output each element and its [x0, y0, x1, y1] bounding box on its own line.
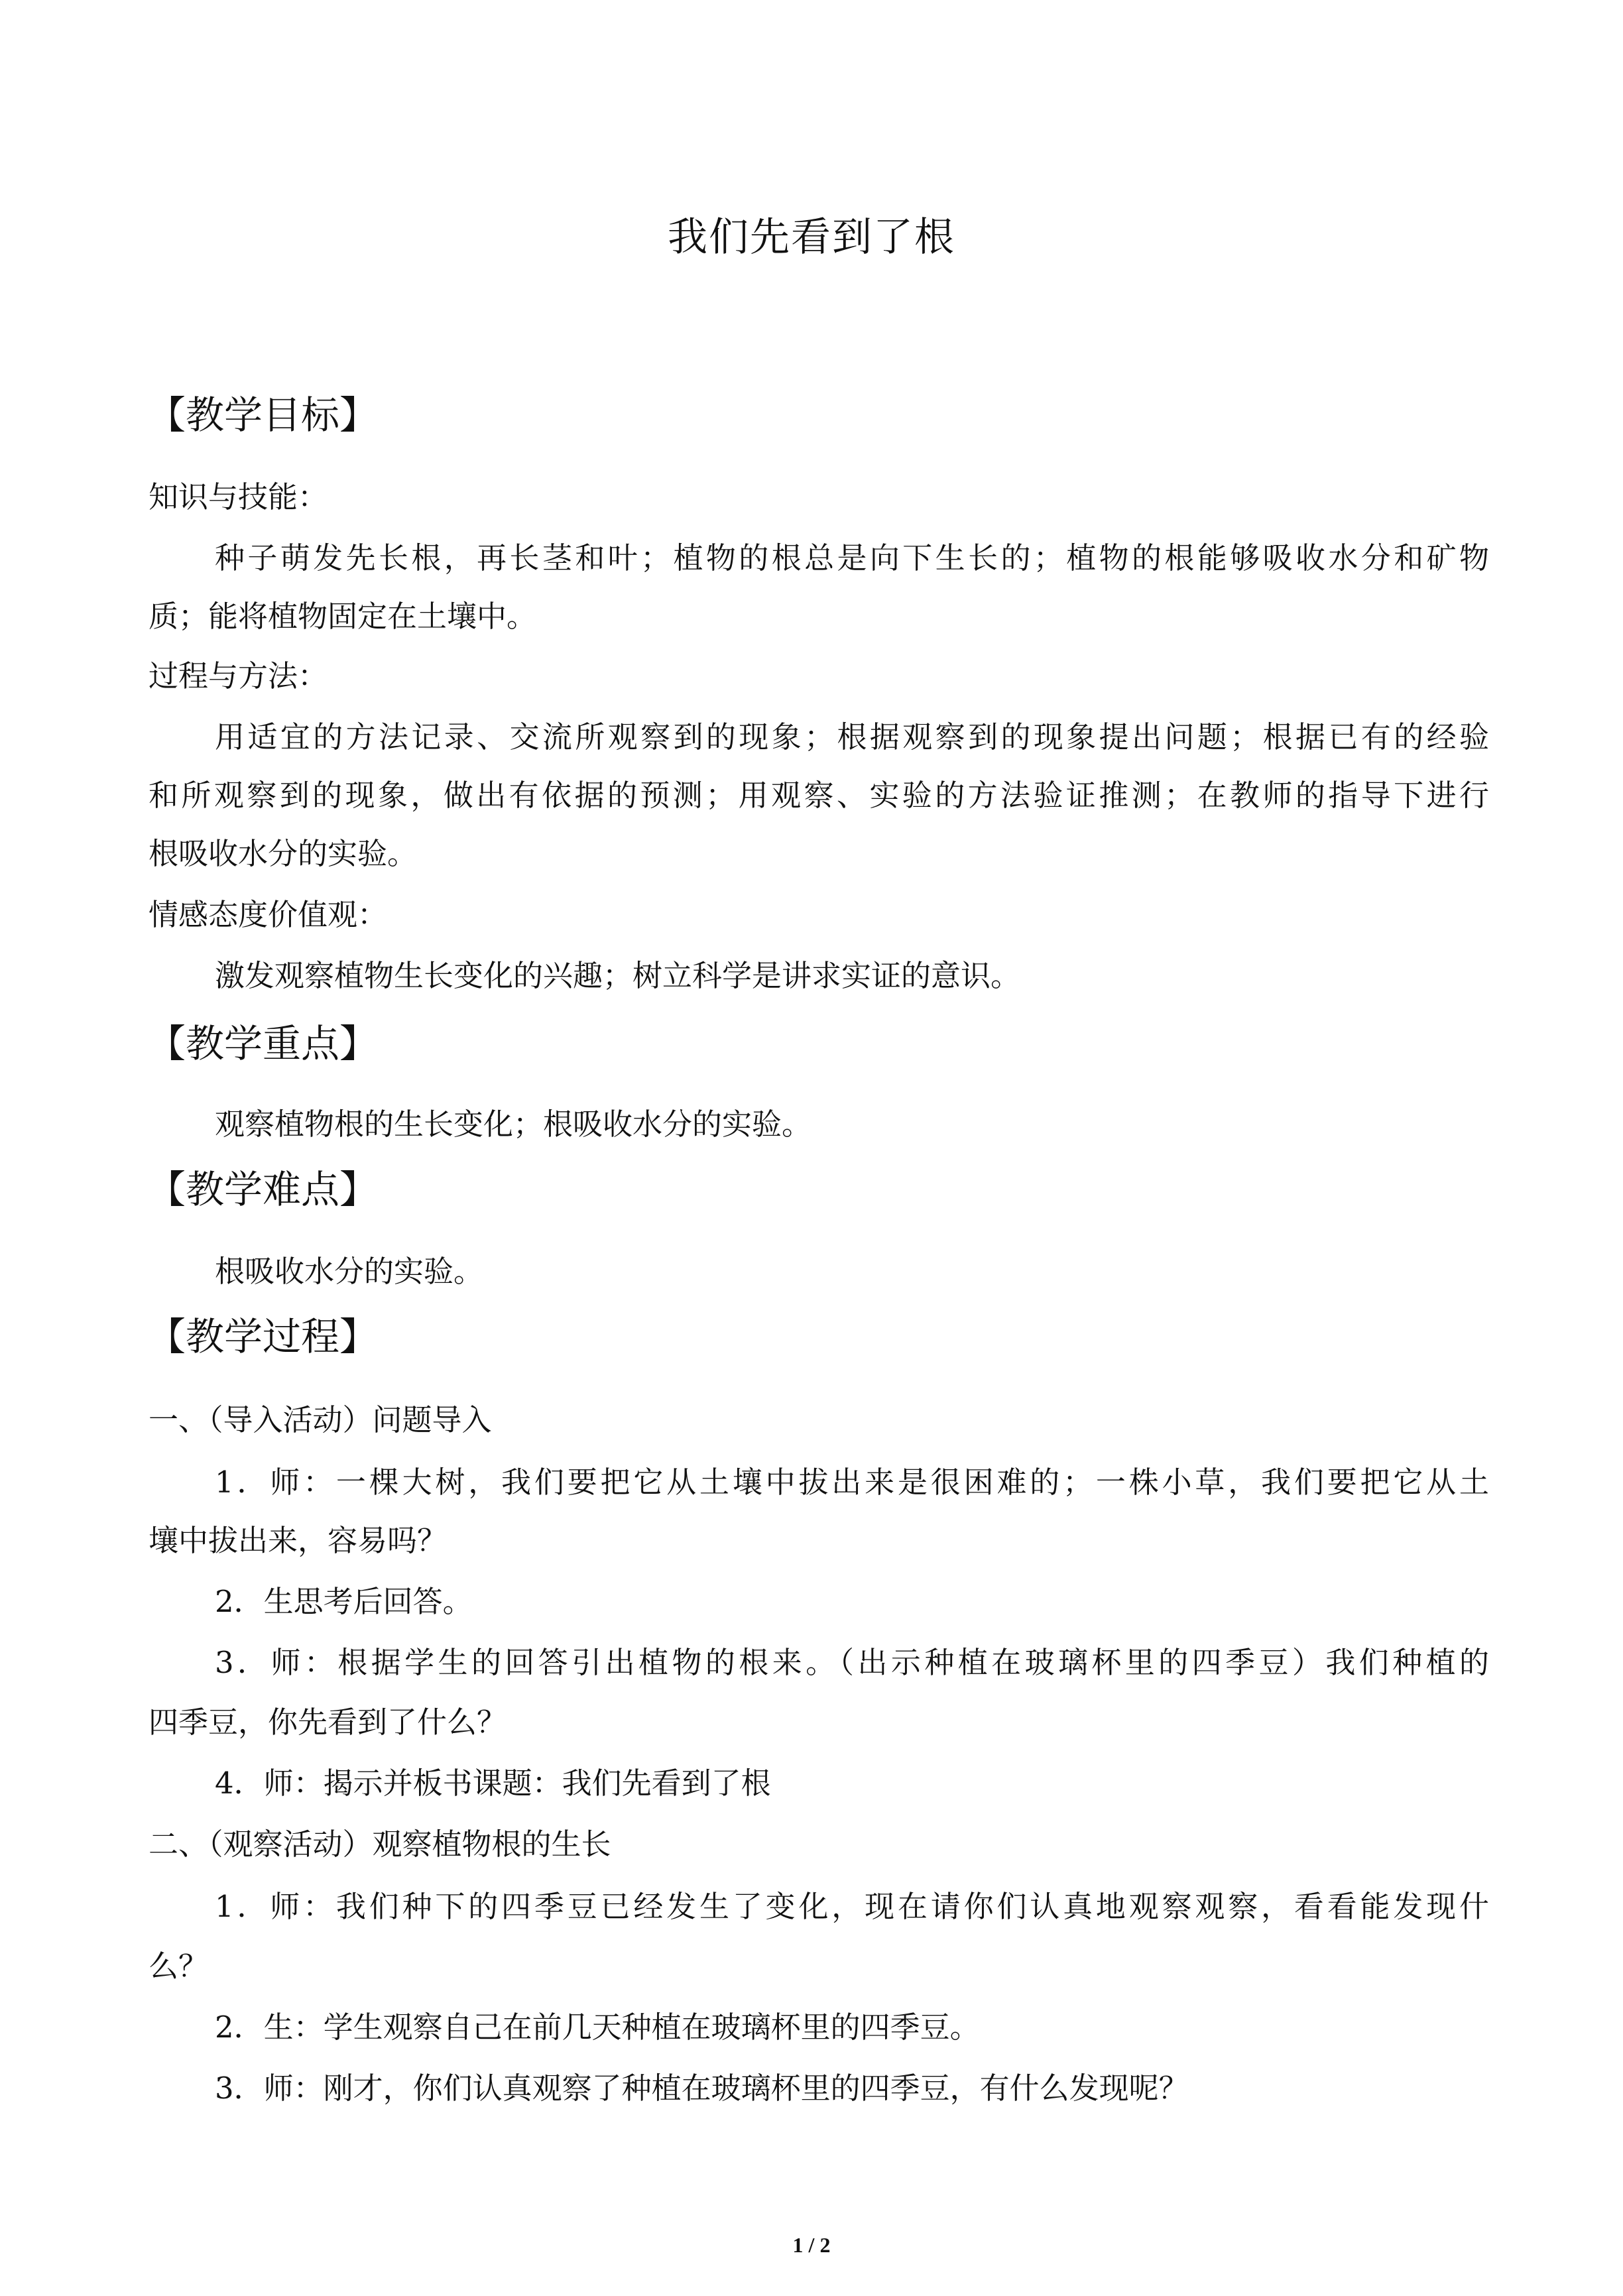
part2-line-4: 3．师：刚才，你们认真观察了种植在玻璃杯里的四季豆，有什么发现呢？ [215, 2071, 1189, 2106]
process-part2-title: 二、（观察活动）观察植物根的生长 [149, 1827, 611, 1862]
part2-line-2: 么？ [149, 1949, 209, 1984]
process-part1-title: 一、（导入活动）问题导入 [149, 1402, 492, 1437]
part1-line-6: 4．师：揭示并板书课题：我们先看到了根 [215, 1766, 771, 1801]
attitude-line-1: 激发观察植物生长变化的兴趣；树立科学是讲求实证的意识。 [215, 958, 1021, 993]
part2-line-1: 1．师：我们种下的四季豆已经发生了变化，现在请你们认真地观察观察，看看能发现什 [215, 1889, 1489, 1924]
knowledge-label: 知识与技能： [149, 479, 328, 514]
part1-line-1: 1．师：一棵大树，我们要把它从土壤中拔出来是很困难的；一株小草，我们要把它从土 [215, 1465, 1489, 1500]
process-line-3: 根吸收水分的实验。 [149, 836, 418, 871]
part1-line-5: 四季豆，你先看到了什么？ [149, 1705, 507, 1740]
page-number: 1 / 2 [792, 2233, 831, 2257]
knowledge-line-1: 种子萌发先长根，再长茎和叶；植物的根总是向下生长的；植物的根能够吸收水分和矿物 [215, 540, 1489, 575]
process-line-2: 和所观察到的现象，做出有依据的预测；用观察、实验的方法验证推测；在教师的指导下进行 [149, 778, 1489, 813]
difficulties-text: 根吸收水分的实验。 [215, 1254, 484, 1289]
section-heading-difficulties: 【教学难点】 [147, 1167, 379, 1212]
part1-line-3: 2．生思考后回答。 [215, 1584, 473, 1619]
part1-line-2: 壤中拔出来，容易吗？ [149, 1523, 448, 1558]
section-heading-process: 【教学过程】 [147, 1314, 379, 1359]
attitude-label: 情感态度价值观： [149, 897, 388, 932]
part2-line-3: 2．生：学生观察自己在前几天种植在玻璃杯里的四季豆。 [215, 2010, 980, 2045]
part1-line-4: 3．师：根据学生的回答引出植物的根来。（出示种植在玻璃杯里的四季豆）我们种植的 [215, 1645, 1489, 1680]
key-points-text: 观察植物根的生长变化；根吸收水分的实验。 [215, 1107, 812, 1142]
page-title: 我们先看到了根 [668, 214, 955, 261]
process-line-1: 用适宜的方法记录、交流所观察到的现象；根据观察到的现象提出问题；根据已有的经验 [215, 719, 1489, 755]
process-label: 过程与方法： [149, 658, 328, 694]
section-heading-key-points: 【教学重点】 [147, 1021, 379, 1066]
section-heading-objectives: 【教学目标】 [147, 393, 379, 438]
knowledge-line-2: 质；能将植物固定在土壤中。 [149, 599, 537, 634]
